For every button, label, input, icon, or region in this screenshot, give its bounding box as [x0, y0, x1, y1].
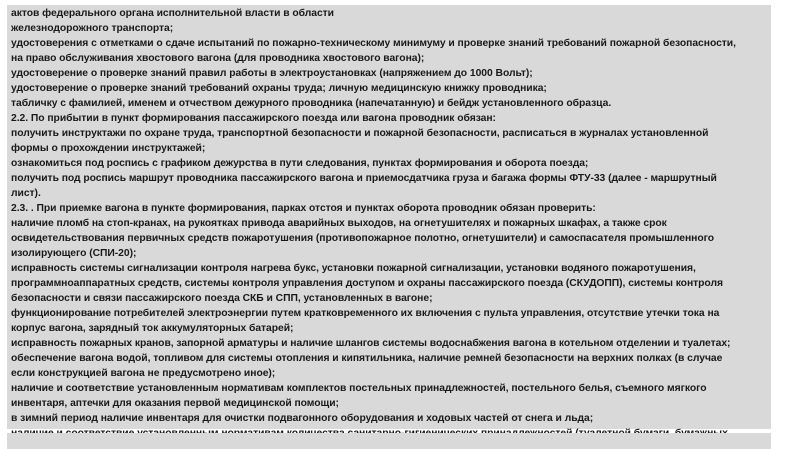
document-text-block	[7, 5, 771, 429]
text-line: 2.2. По прибытии в пункт формирования пассажирского поезда или вагона проводник обязан:	[11, 113, 496, 124]
text-line: если конструкцией вагона не предусмотрено иное);	[11, 368, 276, 379]
text-line: лист).	[11, 188, 41, 199]
text-line: изолирующего (СПИ-20);	[11, 248, 137, 259]
text-line: табличку с фамилией, именем и отчеством дежурного проводника (напечатанную) и бейдж установленного образца.	[11, 98, 612, 109]
text-line: инвентаря, аптечки для оказания первой медицинской помощи;	[11, 398, 339, 409]
text-line: исправность пожарных кранов, запорной арматуры и наличие шлангов системы водоснабжения вагона в котельном отделении и туалетах;	[11, 338, 731, 349]
text-line: корпус вагона, зарядный ток аккумуляторных батарей;	[11, 323, 294, 334]
text-line: удостоверение о проверке знаний требований охраны труда; личную медицинскую книжку проводника;	[11, 83, 547, 94]
text-line: железнодорожного транспорта;	[11, 23, 174, 34]
text-line: исправность системы сигнализации контроля нагрева букс, установки пожарной сигнализации, установки водяного пожаротушения,	[11, 263, 696, 274]
text-line: формы о прохождении инструктажей;	[11, 143, 206, 154]
text-line: безопасности и связи пассажирского поезда СКБ и СПП, установленных в вагоне;	[11, 293, 433, 304]
text-line: получить под роспись маршрут проводника пассажирского вагона и приемосдатчика груза и багажа формы ФТУ-33 (далее - маршрутный	[11, 173, 717, 184]
text-line: в зимний период наличие инвентаря для очистки подвагонного оборудования и ходовых частей от снега и льда;	[11, 413, 594, 424]
text-line: освидетельствования первичных средств пожаротушения (противопожарное полотно, огнетушители) и самоспасателя промышленного	[11, 233, 715, 244]
text-line: удостоверения с отметками о сдаче испытаний по пожарно-техническому минимуму и проверке знаний требований пожарной безопасности,	[11, 38, 736, 49]
text-line: функционирование потребителей электроэнергии путем кратковременного их включения с пульта управления, отсутствие утечки тока на	[11, 308, 720, 319]
text-line: обеспечение вагона водой, топливом для системы отопления и кипятильника, наличие ремней безопасности на верхних полках (в случае	[11, 353, 723, 364]
text-line: получить инструктажи по охране труда, транспортной безопасности и пожарной безопасности, расписаться в журналах установленной	[11, 128, 709, 139]
document-footer-bar	[7, 433, 771, 449]
text-line: удостоверение о проверке знаний правил работы в электроустановках (напряжением до 1000 Вольт);	[11, 68, 533, 79]
text-line: программноаппаратных средств, системы контроля управления доступом и охраны пассажирского поезда (СКУДОПП), системы контроля	[11, 278, 723, 289]
text-line: наличие пломб на стоп-кранах, на рукоятках привода аварийных выходов, на огнетушителях и пожарных шкафах, а также срок	[11, 218, 667, 229]
text-line: 2.3. . При приемке вагона в пункте формирования, парках отстоя и пунктах оборота проводник обязан проверить:	[11, 203, 596, 214]
text-line: актов федерального органа исполнительной власти в области	[11, 8, 334, 19]
text-line: наличие и соответствие установленным нормативам комплектов постельных принадлежностей, постельного белья, съемного мягкого	[11, 383, 707, 394]
text-line: ознакомиться под роспись с графиком дежурства в пути следования, пунктах формирования и оборота поезда;	[11, 158, 589, 169]
text-line: на право обслуживания хвостового вагона (для проводника хвостового вагона);	[11, 53, 425, 64]
